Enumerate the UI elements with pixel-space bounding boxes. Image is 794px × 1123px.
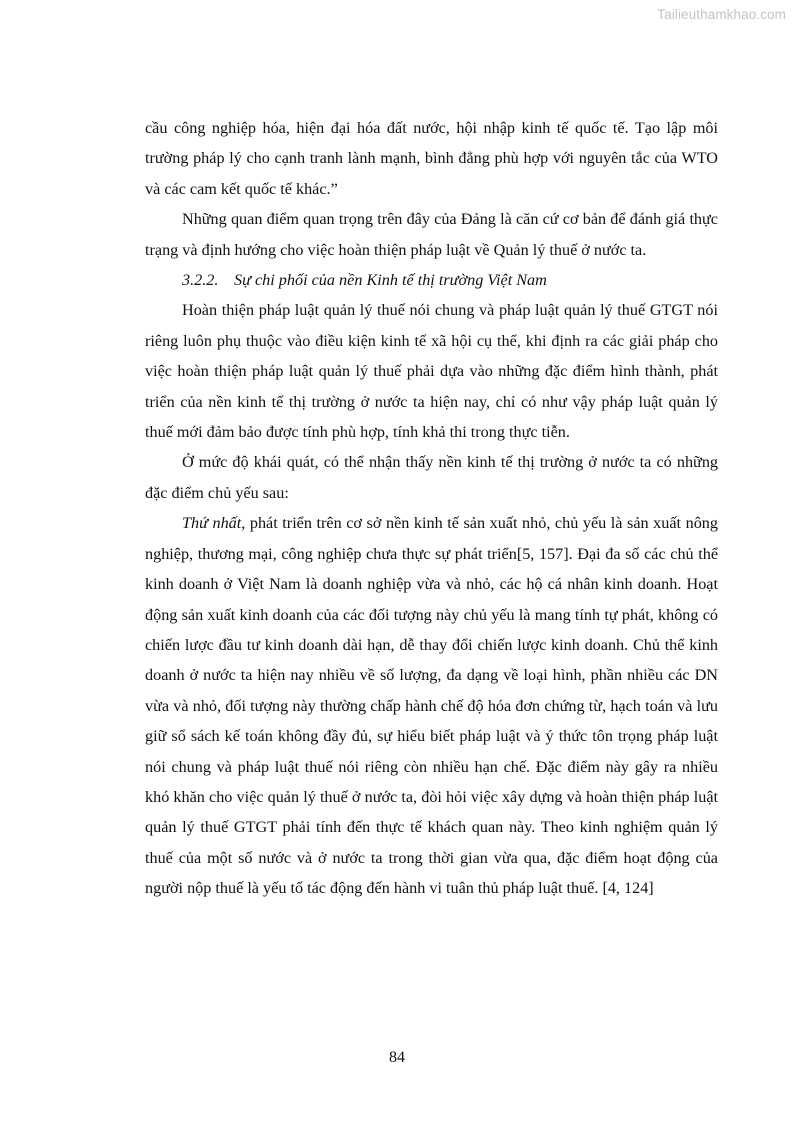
text-line: GTGT nói riêng luôn phụ thuộc vào điều kiện kinh tế xã hội cụ thể, khi định ra [145, 301, 718, 350]
text-line: kinh doanh. Hoạt động sản xuất kinh doanh của các đối tượng này chủ yếu là [145, 575, 718, 624]
section-heading [145, 265, 718, 295]
section-title: Sự chi phối của nền Kinh tế thị trường Việt Nam [234, 271, 547, 290]
text-line: Hoàn thiện pháp luật quản lý thuế nói chung và pháp luật quản lý thuế [182, 301, 646, 320]
paragraph-first-characteristic [145, 508, 718, 903]
text-line: cầu công nghiệp hóa, hiện đại hóa đất nước, hội nhập kinh tế quốc tế. Tạo lập môi [145, 119, 718, 137]
text-line: WTO và các cam kết quốc tế khác.” [145, 149, 718, 198]
paragraph-legal-improvement [145, 295, 718, 447]
text-line: hành chế độ hóa đơn chứng từ, hạch toán và lưu giữ sổ sách kế toán không đầy đủ, [145, 696, 719, 746]
text-line: Những quan điểm quan trọng trên đây của Đảng là căn cứ cơ bản để đánh giá [182, 210, 686, 229]
text-line: trường pháp lý cho cạnh tranh lành mạnh, bình đẳng phù hợp với nguyên tắc của [145, 149, 678, 168]
text-line: điểm hình thành, phát triển của nền kinh tế thị trường ở nước ta hiện nay, chỉ có [145, 362, 718, 411]
text-line: mang tính tự phát, không có chiến lược đầu tư kinh doanh dài hạn, dễ thay đổi [145, 605, 718, 654]
text-line: các giải pháp cho việc hoàn thiện pháp luật quản lý thuế phải dựa vào những đặc [145, 331, 719, 381]
section-number: 3.2.2. [182, 271, 219, 290]
text-line: thuế ở nước ta, đòi hỏi việc xây dựng và hoàn thiện pháp luật quản lý thuế GTGT [145, 787, 719, 837]
text-line: nước và ở nước ta trong thời gian vừa qua, đặc điểm hoạt động của người nộp thuế [145, 848, 718, 898]
italic-lead: Thứ nhất [182, 514, 242, 533]
text-line: chiến lược kinh doanh. Chủ thể kinh doanh ở nước ta hiện nay nhiều về số lượng, [145, 635, 719, 685]
text-line: nói riêng còn nhiều hạn chế. Đặc điểm này gây ra nhiều khó khăn cho việc quản lý [145, 757, 719, 806]
text-line: những đặc điểm chủ yếu sau: [145, 453, 719, 502]
text-line: đa dạng về loại hình, phần nhiều các DN vừa và nhỏ, đối tượng này thường chấp [145, 666, 719, 715]
text-line: thực trạng và định hướng cho việc hoàn thiện pháp luật về Quản lý thuế ở nước ta. [145, 210, 718, 259]
text-line: các chủ thể kinh doanh ở Việt Nam là doanh nghiệp vừa và nhỏ, các hộ cá nhân [145, 544, 719, 594]
page-number: 84 [389, 1049, 405, 1066]
text-line: sự hiểu biết pháp luật và ý thức tôn trọng pháp luật nói chung và pháp luật thuế [145, 727, 718, 776]
text-line: nông nghiệp, thương mại, công nghiệp chưa thực sự phát triển[5, 157]. Đại đa số [145, 514, 718, 563]
text-line: là yếu tố tác động đến hành vi tuân thủ pháp luật thuế. [4, 124] [247, 879, 654, 898]
paragraph-overview [145, 447, 718, 508]
text-line: như vậy pháp luật quản lý thuế mới đảm bảo được tính phù hợp, tính khả thi trong [145, 392, 718, 442]
text-line: , phát triển trên cơ sở nền kinh tế sản xuất nhỏ, chủ yếu là sản xuất [241, 514, 682, 533]
text-line: thực tiễn. [509, 423, 570, 442]
document-body [145, 113, 718, 904]
paragraph-continuation [145, 113, 718, 204]
text-line: Ở mức độ khái quát, có thể nhận thấy nền kinh tế thị trường ở nước ta có [182, 453, 672, 472]
paragraph-party-viewpoints [145, 204, 718, 265]
watermark: Tailieuthamkhao.com [657, 7, 786, 22]
text-line: phải tính đến thực tế khách quan này. Theo kinh nghiệm quản lý thuế của một số [145, 818, 719, 867]
